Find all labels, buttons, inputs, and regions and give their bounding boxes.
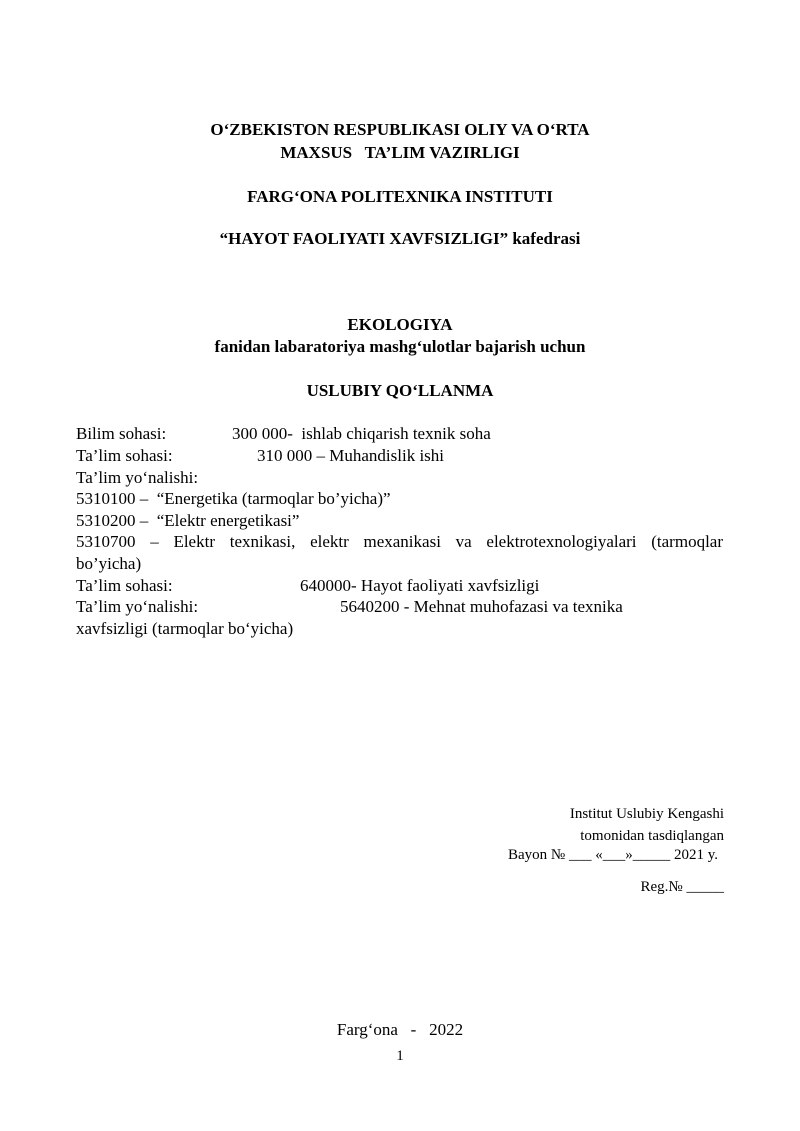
city-year: Farg‘ona - 2022 [336, 1020, 464, 1039]
talim-yonalishi-2-label: Ta’lim yo‘nalishi: [76, 597, 199, 616]
direction-item: 5310700 – Elektr texnikasi, elektr mexanikasi va elektrotexnologiyalari (tarmoqlar [76, 532, 723, 551]
ministry-line-2: MAXSUS TA’LIM VAZIRLIGI [280, 143, 520, 162]
talim-yonalishi-2-continuation: xavfsizligi (tarmoqlar bo‘yicha) [76, 619, 294, 638]
direction-item: 5310100 – “Energetika (tarmoqlar bo’yicha)” [76, 489, 391, 508]
direction-item-continuation: bo’yicha) [76, 554, 142, 573]
registration-number: Reg.№ _____ [640, 879, 724, 895]
bilim-sohasi-label: Bilim sohasi: [76, 424, 167, 443]
subject-subtitle: fanidan labaratoriya mashg‘ulotlar bajarish uchun [214, 337, 586, 356]
document-type: USLUBIY QO‘LLANMA [306, 381, 494, 400]
talim-sohasi-value: 310 000 – Muhandislik ishi [257, 446, 445, 465]
department-name: “HAYOT FAOLIYATI XAVFSIZLIGI” kafedrasi [219, 229, 581, 248]
talim-yonalishi-2-value: 5640200 - Mehnat muhofazasi va texnika [340, 597, 623, 616]
page-number: 1 [396, 1048, 404, 1064]
bilim-sohasi-value: 300 000- ishlab chiqarish texnik soha [232, 424, 491, 443]
talim-yonalishi-label: Ta’lim yo‘nalishi: [76, 468, 199, 487]
ministry-line-1: O‘ZBEKISTON RESPUBLIKASI OLIY VA O‘RTA [210, 120, 590, 139]
talim-sohasi-label: Ta’lim sohasi: [76, 446, 173, 465]
talim-sohasi-2-label: Ta’lim sohasi: [76, 576, 173, 595]
institute-name: FARG‘ONA POLITEXNIKA INSTITUTI [247, 187, 553, 206]
subject-title: EKOLOGIYA [347, 315, 453, 334]
approval-line-1: Institut Uslubiy Kengashi [569, 806, 724, 822]
talim-sohasi-2-value: 640000- Hayot faoliyati xavfsizligi [300, 576, 540, 595]
direction-item: 5310200 – “Elektr energetikasi” [76, 511, 300, 530]
approval-line-2: tomonidan tasdiqlangan [580, 828, 724, 844]
approval-line-3: Bayon № ___ «___»_____ 2021 y. [508, 847, 718, 863]
